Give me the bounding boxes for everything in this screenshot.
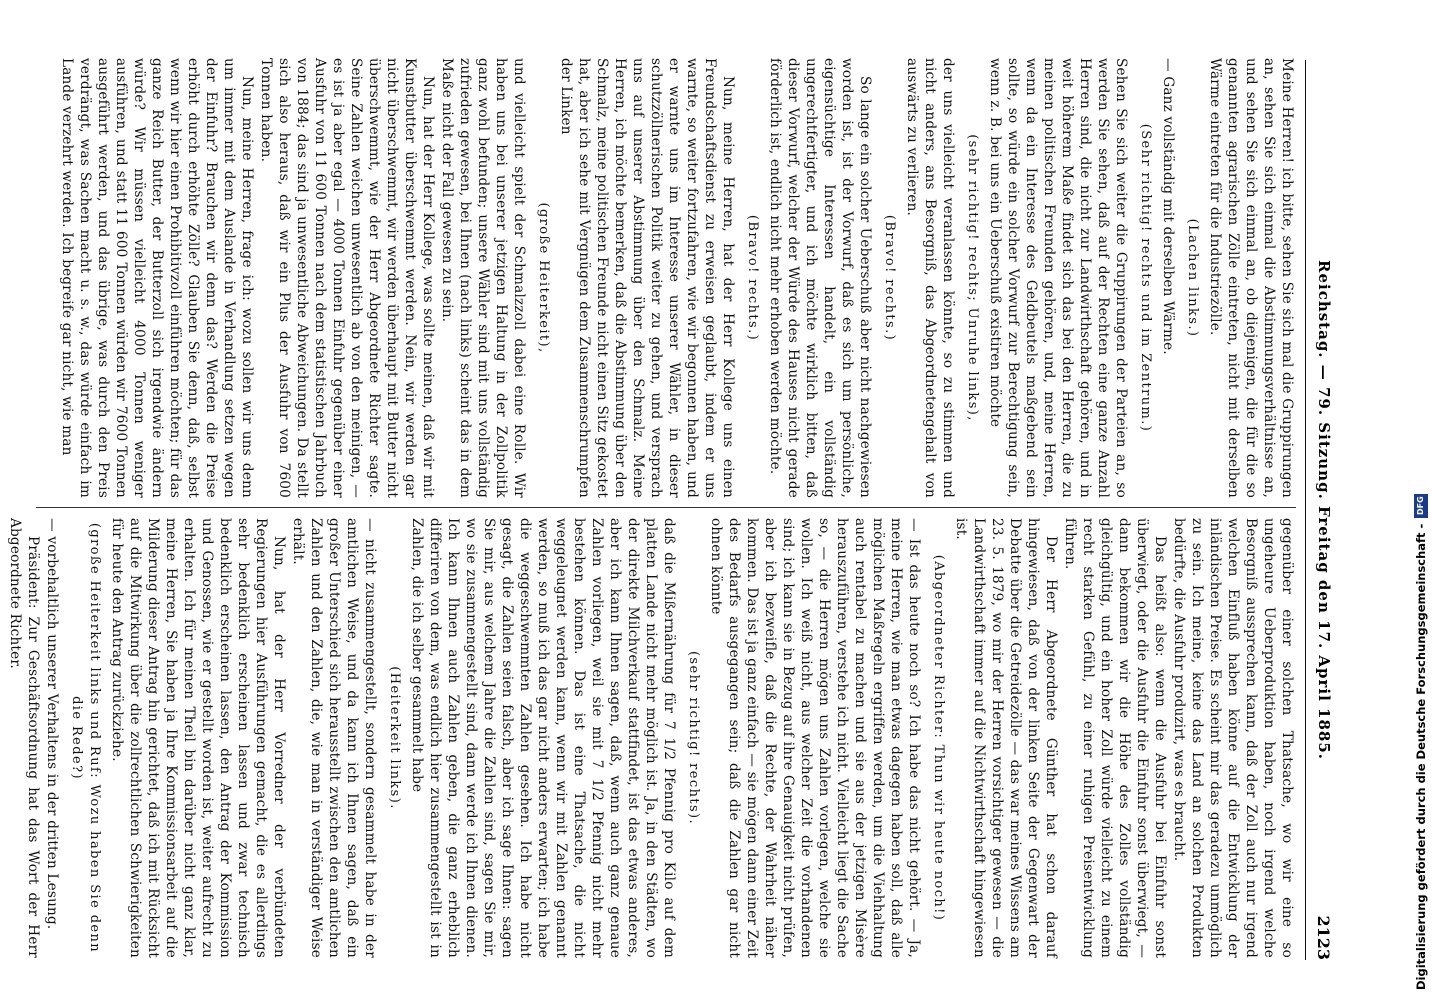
paragraph: der uns vielleicht veranlassen könnte, so zu stimmen und nicht anders, ans Besorgniß, das Abgeordnetengehalt von auswärts zu verlieren. — [904, 58, 956, 498]
stage-direction: (Lachen links.) — [1185, 218, 1200, 338]
paragraph: — Ganz vollständig mit derselben Wärme. — [1160, 58, 1176, 355]
right-text-column — [5, 518, 1296, 958]
page-number: 2123 — [1314, 915, 1334, 960]
stage-direction: (Heiterkeit links). — [387, 666, 402, 810]
credit-text: Digitalisierung gefördert durch die Deutsche Forschungsgemeinschaft - — [1414, 523, 1428, 990]
paragraph: Nun, hat der Herr Kollege, was sollte meinen, daß wir mit Kunstbutter überschwemmt werden. Nein, wir werden gar nicht überschwemmt, wir werden überhaupt mit Butter nicht überschwemmt, wie der Herr Abgeordnete Richter sagte. Seine Zahlen weichen unwesentlich ab von den meinigen, — es ist ja aber egal — 4000 Tonnen Einfuhr gegenüber einer Ausfuhr von 11 600 Tonnen nach dem statistischen Jahrbuch von 1884; das sind ja unwesentliche Abweichungen. Da stellt sich also heraus, daß wir ein Plus der Ausfuhr von 7600 Tonnen haben. — [258, 58, 436, 498]
paragraph: daß die Mißernährung für 7 1/2 Pfennig pro Kilo auf dem platten Lande nicht mehr möglich ist. Ja, in den Städten, wo der direkte Milchverkauf stattfindet, ist das etwas anderes, aber ich kann Ihnen sagen, daß, wenn auch ganz genaue Zahlen vorliegen, weil sie mit 7 1/2 Pfennig nicht mehr bestehen können. Das ist eine Thatsache, die nicht weggeleugnet werden kann, wenn wir mit Zahlen genannt werden, so muß ich das gar nicht anders erwarten; ich habe die weggeschwemmten Zahlen gesehen. Ich habe nicht gesagt, die Zahlen seien falsch, aber ich sage Ihnen: sagen Sie mir, aus welchem Jahre die Zahlen sind, sagen Sie mir, wo sie zusammengestellt sind, dann werde ich Ihnen dienen. Ich kann Ihnen auch Zahlen geben, die ganz erheblich differiren von dem, was endlich hier zusammengestellt ist in Zahlen, die ich selber gesammelt habe — [409, 518, 677, 958]
column-divider — [36, 507, 1296, 508]
paragraph: Das heißt also: wenn die Ausfuhr bei Einfuhr sonst überwiegt, oder die Ausfuhr die Einfuhr sonst überwiegt, — dann bekommen wir die Höhe des Zolles vollständig gleichgültig, und ein hoher Zoll würde vielleicht zu einem recht starken Gefühl, zu einer ruhigen Preisentwicklung führen. — [1062, 518, 1168, 958]
paragraph: Nun, meine Herren, hat der Herr Kollege uns einen Freundschaftsdienst zu erweisen geglaubt, indem er uns warnte, so weiter fortzufahren, wie wir begonnen haben, und er warnte uns im Interesse unserer Wähler, in dieser schutzzöllnerischen Politik weiter zu gehen, und versprach uns auf unserer Abstimmung über den Schmalz. Meine Herren, ich möchte bemerken, daß die Abstimmung über den Schmalz, meine politischen Freunde nicht einen Sitz gekostet hat, aber ich sehe mit Vergnügen dem Zusammenschrumpfen der Linken — [558, 58, 736, 498]
paragraph: gegenüber einer solchen Thatsache, wo wir eine so ungeheure Ueberproduktion haben, noch irgend welche Besorgniß aussprechen kann, daß der Zoll auch nur irgend welchen Einfluß haben könne auf die Entwicklung der inländischen Preise. Es scheint mir das geradezu unmöglich zu sein. Ich meine, keine das Land an solchen Produkten bedürfte, die Ausfuhr produzirt, was es braucht. — [1171, 518, 1295, 958]
stage-direction: (Bravo! rechts.) — [882, 214, 897, 342]
paragraph: — Ist das heute noch so? Ich habe das nicht gehört. — Ja, meine Herren, wie man etwas dagegen haben soll, daß alle möglichen Maßregeln ergriffen werden, um die Viehhaltung auch rentabel zu machen und sie aus der jetzigen Misère herauszuführen, verstehe ich nicht. Vielleicht liegt die Sache so, — die Herren mögen uns Zahlen vorlegen, welche sie wollen. Ich weiß nicht, aus welcher Zeit die vorhandenen sind; ich kann sie in Bezug auf ihre Genauigkeit nicht prüfen, aber ich bezweifle, daß die Rechte, der Wahrheit näher kommen. Das ist ja ganz einfach — sie mögen dann einer Zeit des Bedarfs ausgegangen sein; daß die Zahlen gar nicht ohnen könnte — [708, 518, 922, 958]
stage-direction: (große Heiterkeit links und Ruf: Wozu haben Sie denn die Rede?) — [69, 522, 102, 954]
running-header — [1305, 60, 1342, 960]
paragraph: Der Herr Abgeordnete Günther hat schon darauf hingewiesen, daß von der linken Seite der Gegenwart der Debatte über die Getreidezölle — das war meines Wissens am 23. 5. 1879, wo mir der Herren vorsichtiger gewesen — die Landwirthschaft immer auf die Nichtwirthschaft hingewiesen ist. — [953, 518, 1059, 958]
stage-direction: (Bravo! rechts.) — [745, 214, 760, 342]
stage-direction: (sehr richtig! rechts). — [686, 650, 701, 826]
stage-direction: (Abgeordneter Richter: Thun wir heute noch!) — [931, 554, 946, 922]
digitization-credit — [1413, 370, 1429, 990]
paragraph: — nicht zusammengestellt, sondern gesammelt habe in der amtlichen Weise, und da kann ich Ihnen sagen, daß ein großer Unterschied sich herausstellt zwischen den amtlichen Zahlen und den Zahlen, die, wie man in verständiger Weise erhält. — [290, 518, 378, 958]
dfg-logo-icon: DFG — [1414, 494, 1428, 518]
paragraph: Nun, hat der Herr Vorredner der verbündeten Regierungen hier Ausführungen gemacht, die es allerdings sehr bedenklich erscheinen lassen und zwar technisch bedenklich erscheinen lassen, den Antrag der Kommission und Genossen, wie er gestellt worden ist, weiter aufrecht zu erhalten. Ich für meinen Theil bin darüber nicht ganz klar, meine Herren, Sie haben ja Ihre Kommissionsarbeit auf die Milderung dieser Antrag hin gerichtet, daß ich mit Rücksicht auf die Mitwirkung über die zollrechtlichen Schwierigkeiten für heute den Antrag zurückziehe. — [109, 518, 287, 958]
stage-direction: (große Heiterkeit), — [536, 202, 551, 354]
paragraph: — vorbehaltlich unserer Verhaltens in der dritten Lesung. — [44, 518, 60, 930]
paragraph: Nun, meine Herren, frage ich: wozu sollen wir uns denn um immer mit dem Auslande in Verhandlung setzen wegen der Einfuhr? Brauchen wir denn das? Werden die Preise erhöht durch erhöhte Zölle? Glauben Sie denn, daß, selbst wenn wir hier einen Prohibitivzoll einführen möchten; für das ganze Reich Butter, der Butterzoll sich irgendwie ändern würde? Wir müssen vielleicht 4000 Tonnen weniger ausführen, und statt 11 600 Tonnen würden wir 7600 Tonnen ausgeführt werden, und das übrige, was durch den Preis verdrängt, was Sachen macht u. s. w., das würde einfach im Lande verzehrt werden. Ich begreife gar nicht, wie man — [59, 58, 255, 498]
stage-direction: (Sehr richtig! rechts und im Zentrum.) — [1138, 123, 1153, 433]
paragraph: Präsident: Zur Geschäftsordnung hat das Wort der Herr Abgeordnete Richter. — [7, 518, 41, 958]
stage-direction: (sehr richtig! rechts; Unruhe links), — [965, 134, 980, 422]
paragraph: Meine Herren! ich bitte, sehen Sie sich mal die Gruppirungen an, sehen Sie sich einmal die Abstimmungsverhältnisse an, und sehen Sie sich einmal an, ob diejenigen, die für die so genannten agrarischen Zölle eintreten, nicht mit derselben Wärme eintreten für die Industriezölle. — [1207, 58, 1295, 498]
header-title: Reichstag. — 79. Sitzung. Freitag den 17. April 1885. — [1315, 259, 1333, 761]
paragraph: und vielleicht spielt der Schmalzzoll dabei eine Rolle. Wir haben uns bei unserer jetzigen Haltung in der Zollpolitik ganz wohl befunden; unsere Wähler sind mit uns vollständig zufrieden gewesen, bei Ihnen (nach links) scheint das in dem Maße nicht der Fall gewesen zu sein. — [439, 58, 527, 498]
left-text-column — [57, 58, 1296, 498]
paragraph: So lange ein solcher Ueberschuß aber nicht nachgewiesen worden ist, ist der Vorwurf, daß es sich um persönliche, eigensüchtige Interessen handelt, ein vollständig ungerechtfertigter, und ich möchte wirklich bitten, daß dieser Vorwurf, welcher der Würde des Hauses nicht gerade förderlich ist, endlich nicht mehr erhoben werden möchte. — [767, 58, 873, 498]
paragraph: Sehen Sie sich weiter die Gruppirungen der Parteien an, so werden Sie sehen, daß auf der Rechten eine ganze Anzahl Herren sind, die nicht zur Landwirthschaft gehören, und in weit höherem Maße findet sich das bei den Herren, die zu meinen politischen Freunden gehören, und, meine Herren, wenn da ein Interesse des Geldbeutels maßgebend sein sollte, so würde ein solcher Vorwurf zur Berechtigung sein, wenn z. B. bei uns ein Ueberschuß existiren möchte — [987, 58, 1129, 498]
